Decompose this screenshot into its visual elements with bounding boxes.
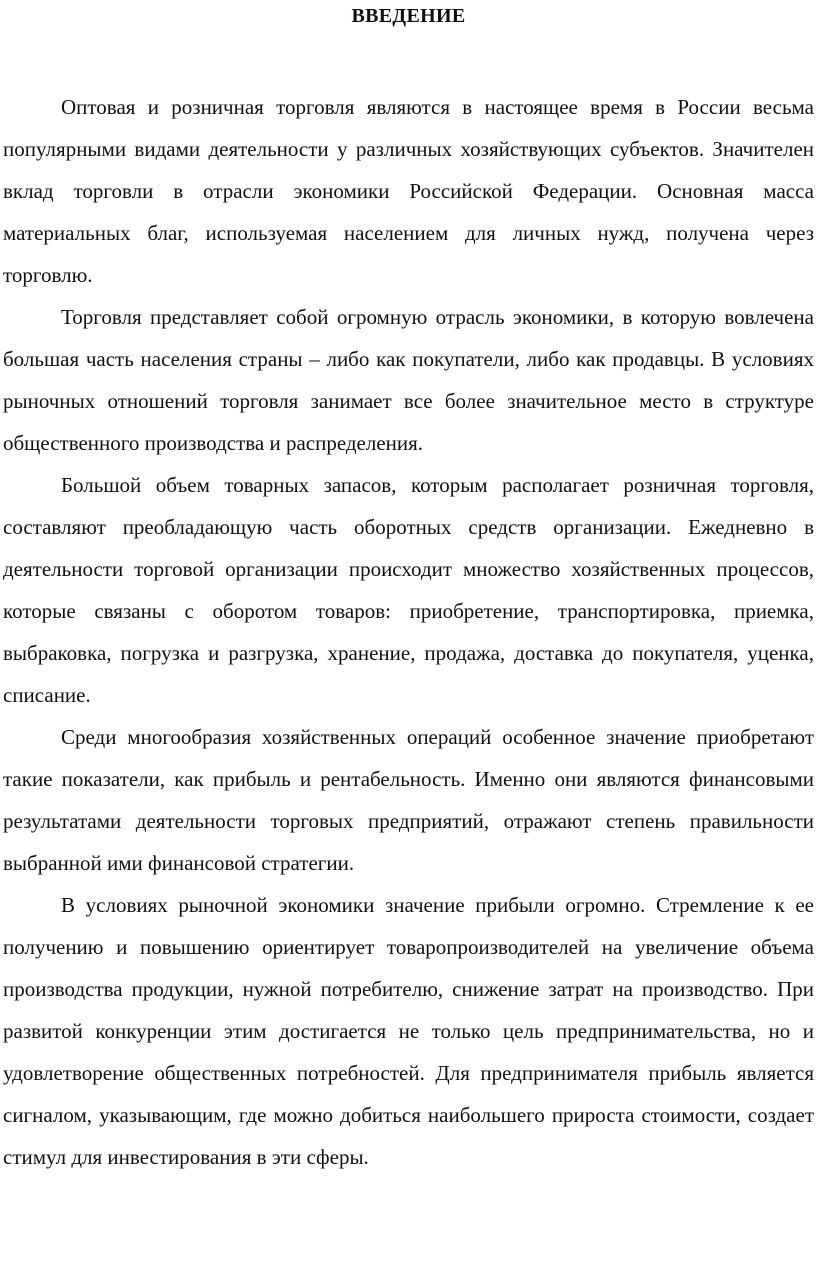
paragraph-2: Торговля представляет собой огромную отрасль экономики, в которую вовлечена большая часть населения страны – либо как покупатели, либо как продавцы. В условиях рыночных отношений торговля занимает все более значительное место в структуре общественного производства и распределения. [3, 305, 814, 455]
paragraph-3: Большой объем товарных запасов, которым располагает розничная торговля, составляют преобладающую часть оборотных средств организации. Ежедневно в деятельности торговой организации происходит множество хозяйственных процессов, которые связаны с оборотом товаров: приобретение, транспортировка, приемка, выбраковка, погрузка и разгрузка, хранение, продажа, доставка до покупателя, уценка, списание. [3, 473, 814, 707]
paragraph-4: Среди многообразия хозяйственных операций особенное значение приобретают такие показатели, как прибыль и рентабельность. Именно они являются финансовыми результатами деятельности торговых предприятий, отражают степень правильности выбранной ими финансовой стратегии. [3, 725, 814, 875]
paragraph-5: В условиях рыночной экономики значение прибыли огромно. Стремление к ее получению и повышению ориентирует товаропроизводителей на увеличение объема производства продукции, нужной потребителю, снижение затрат на производство. При развитой конкуренции этим достигается не только цель предпринимательства, но и удовлетворение общественных потребностей. Для предпринимателя прибыль является сигналом, указывающим, где можно добиться наибольшего прироста стоимости, создает стимул для инвестирования в эти сферы. [3, 893, 814, 1169]
paragraph-1: Оптовая и розничная торговля являются в настоящее время в России весьма популярными видами деятельности у различных хозяйствующих субъектов. Значителен вклад торговли в отрасли экономики Российской Федерации. Основная масса материальных благ, используемая населением для личных нужд, получена через торговлю. [3, 95, 814, 287]
title-spacer [3, 38, 814, 86]
page-title: ВВЕДЕНИЕ [351, 5, 466, 27]
